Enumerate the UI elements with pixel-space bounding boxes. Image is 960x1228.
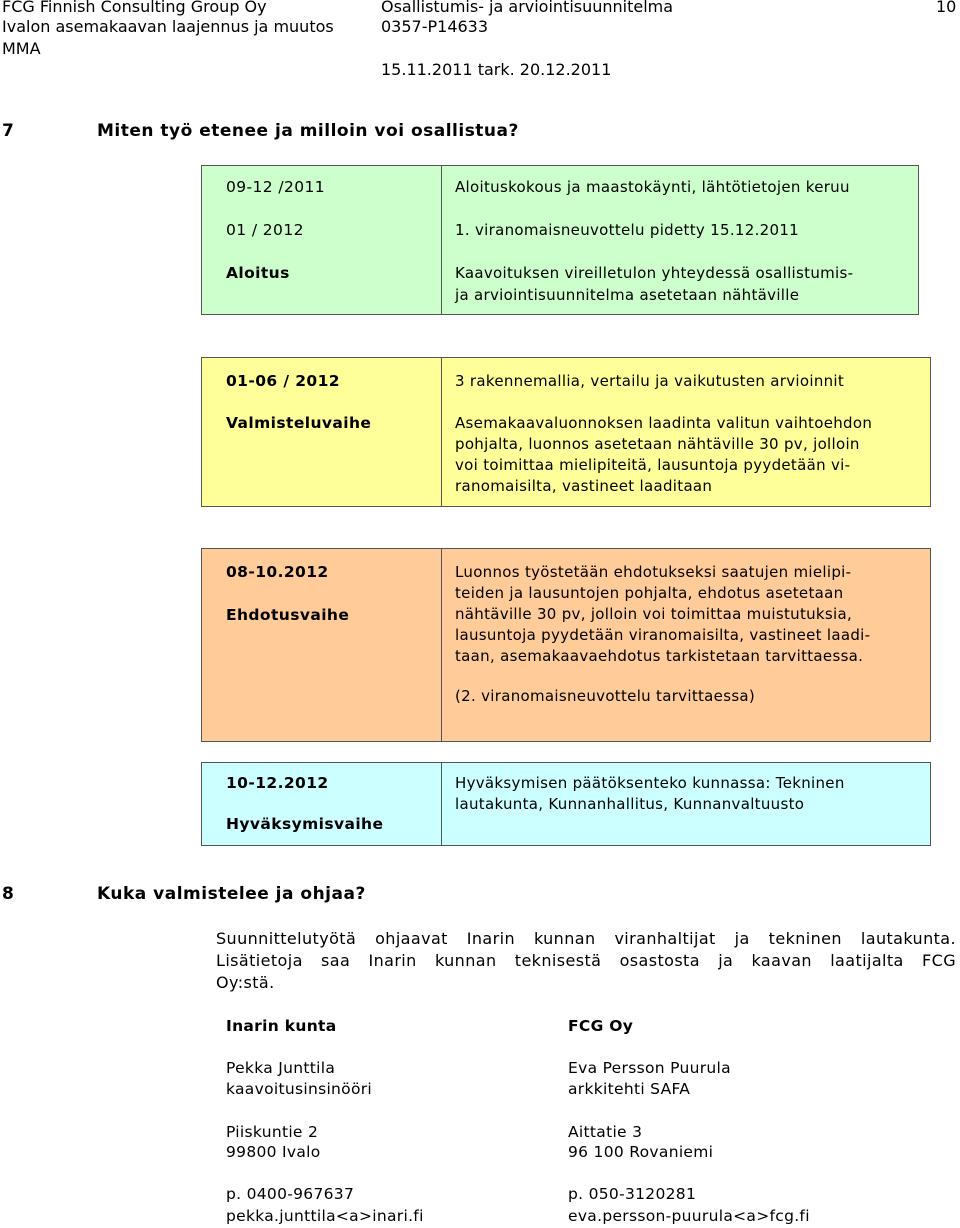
phase-text-line: lausuntoja pyydetään viranomaisilta, vastineet laadi- [455, 626, 871, 644]
header-doc-title: Osallistumis- ja arviointisuunnitelma [381, 0, 674, 16]
paragraph-line: Oy:stä. [216, 973, 275, 992]
section-8-title: Kuka valmistelee ja ohjaa? [97, 884, 366, 904]
paragraph-line: Suunnittelutyötä ohjaavat Inarin kunnan viranhaltijat ja tekninen lautakunta. [216, 929, 956, 948]
phase-text-line: Aloituskokous ja maastokäynti, lähtötietojen keruu [455, 178, 850, 196]
section-7-title: Miten työ etenee ja milloin voi osallistua? [97, 121, 519, 141]
phase-box-ehdotusvaihe [201, 548, 931, 742]
phase-name: Aloitus [226, 264, 290, 282]
contact-email: eva.persson-puurula<a>fcg.fi [568, 1207, 810, 1225]
phase-date: 10-12.2012 [226, 774, 329, 792]
section-7-number: 7 [2, 121, 15, 141]
contact-title: kaavoitusinsinööri [226, 1080, 373, 1098]
contact-name: Pekka Junttila [226, 1059, 336, 1077]
contact-city: 96 100 Rovaniemi [568, 1143, 714, 1161]
contact-city: 99800 Ivalo [226, 1143, 321, 1161]
contact-phone: p. 0400-967637 [226, 1185, 355, 1203]
page-number: 10 [936, 0, 957, 16]
phase-box-hyvaksymisvaihe [201, 762, 931, 846]
header-project-line2: MMA [2, 39, 41, 58]
phase-left-cell [202, 166, 442, 314]
phase-text-line: teiden ja lausuntojen pohjalta, ehdotus asetetaan [455, 584, 844, 602]
contact-street: Aittatie 3 [568, 1123, 643, 1141]
contact-email: pekka.junttila<a>inari.fi [226, 1207, 424, 1225]
phase-box-valmisteluvaihe [201, 357, 931, 507]
phase-text-line: taan, asemakaavaehdotus tarkistetaan tarvittaessa. [455, 647, 864, 665]
phase-name: Valmisteluvaihe [226, 414, 372, 432]
phase-left-cell [202, 549, 442, 741]
phase-box-aloitus [201, 165, 919, 315]
header-doc-code: 0357-P14633 [381, 17, 489, 36]
contact-org: Inarin kunta [226, 1017, 337, 1035]
contact-org: FCG Oy [568, 1017, 634, 1035]
phase-text-line: lautakunta, Kunnanhallitus, Kunnanvaltuusto [455, 795, 805, 813]
phase-name: Hyväksymisvaihe [226, 815, 384, 833]
phase-text-line: 3 rakennemallia, vertailu ja vaikutusten arvioinnit [455, 372, 845, 390]
header-project: Ivalon asemakaavan laajennus ja muutos [2, 17, 334, 36]
phase-right-cell [442, 166, 918, 314]
phase-text-line: pohjalta, luonnos asetetaan nähtäville 30 pv, jolloin [455, 435, 860, 453]
phase-text-line: Luonnos työstetään ehdotukseksi saatujen mielipi- [455, 563, 852, 581]
paragraph-line: Lisätietoja saa Inarin kunnan teknisestä osastosta ja kaavan laatijalta FCG [216, 951, 956, 970]
phase-text-line: ranomaisilta, vastineet laaditaan [455, 477, 713, 495]
contact-phone: p. 050-3120281 [568, 1185, 697, 1203]
phase-date: 01-06 / 2012 [226, 372, 340, 390]
phase-text-line: nähtäville 30 pv, jolloin voi toimittaa muistutuksia, [455, 605, 853, 623]
section-8-number: 8 [2, 884, 15, 904]
phase-right-cell [442, 358, 930, 506]
header-company: FCG Finnish Consulting Group Oy [2, 0, 267, 16]
phase-text-line: Asemakaavaluonnoksen laadinta valitun vaihtoehdon [455, 414, 873, 432]
phase-right-cell [442, 763, 930, 845]
phase-date: 09-12 /2011 [226, 178, 326, 196]
phase-text-line: Kaavoituksen vireilletulon yhteydessä osallistumis- [455, 264, 854, 282]
phase-left-cell [202, 358, 442, 506]
phase-text-line: 1. viranomaisneuvottelu pidetty 15.12.2011 [455, 221, 800, 239]
phase-name: Ehdotusvaihe [226, 606, 350, 624]
section-8-paragraph [216, 928, 956, 994]
phase-date: 01 / 2012 [226, 221, 304, 239]
contact-street: Piiskuntie 2 [226, 1123, 319, 1141]
phase-text-line: voi toimittaa mielipiteitä, lausuntoja pyydetään vi- [455, 456, 851, 474]
contact-title: arkkitehti SAFA [568, 1080, 691, 1098]
phase-text-line: Hyväksymisen päätöksenteko kunnassa: Tekninen [455, 774, 845, 792]
header-date: 15.11.2011 tark. 20.12.2011 [381, 60, 612, 79]
contact-name: Eva Persson Puurula [568, 1059, 731, 1077]
phase-right-cell [442, 549, 930, 741]
phase-text-line: ja arviointisuunnitelma asetetaan nähtäville [455, 286, 800, 304]
phase-left-cell [202, 763, 442, 845]
phase-date: 08-10.2012 [226, 563, 329, 581]
phase-text-line: (2. viranomaisneuvottelu tarvittaessa) [455, 687, 756, 705]
